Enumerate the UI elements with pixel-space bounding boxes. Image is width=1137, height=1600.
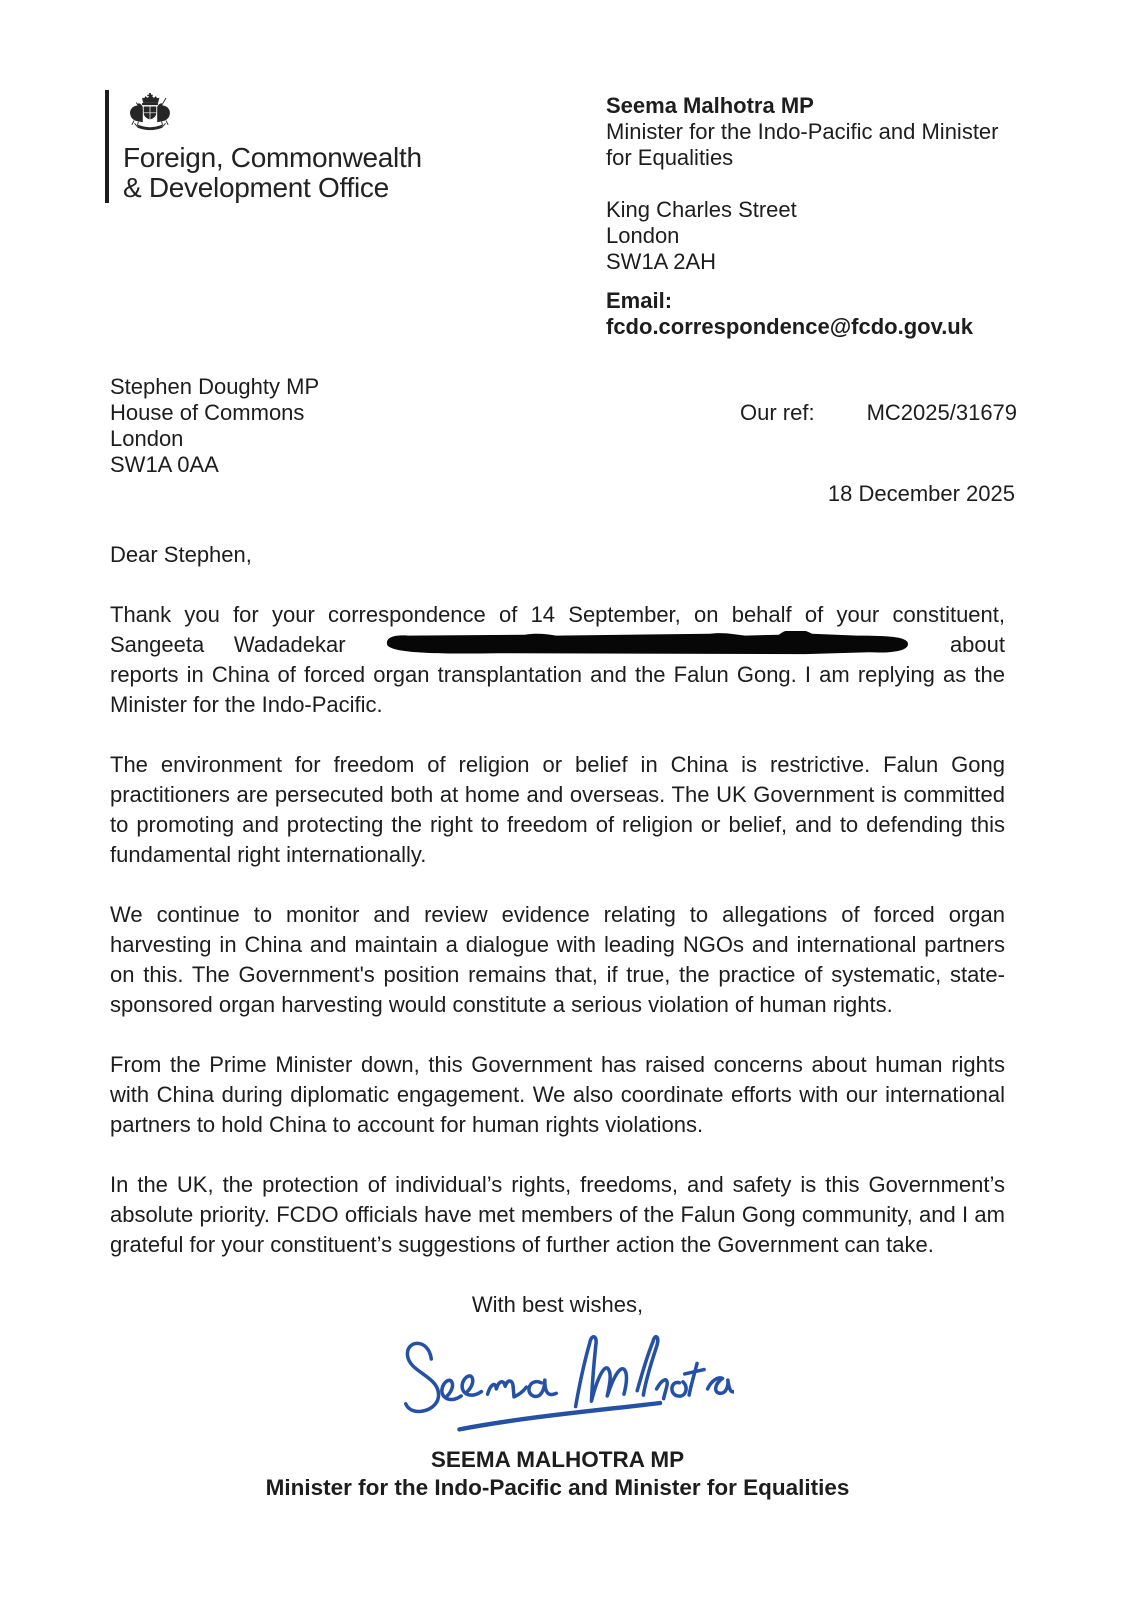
paragraph-3: We continue to monitor and review evidence relating to allegations of forced organ harvesting in China and maintain a dialogue with leading NGOs and international partners on this. The Government's position remains that, if true, the practice of systematic, state-sponsored organ harvesting would constitute a serious violation of human rights. <box>110 902 1005 1017</box>
reference-value: MC2025/31679 <box>866 400 1018 425</box>
fcdo-wordmark-line2: & Development Office <box>123 172 389 203</box>
recipient-line: Stephen Doughty MP <box>110 374 320 399</box>
letter-body <box>110 540 1005 1502</box>
reference-label: Our ref: <box>740 400 815 425</box>
sender-address <box>606 197 1014 275</box>
salutation: Dear Stephen, <box>110 542 252 567</box>
paragraph-2: The environment for freedom of religion or belief in China is restrictive. Falun Gong practitioners are persecuted both at home and overseas. The UK Government is committed to promoting and protecting the right to freedom of religion or belief, and to defending this fundamental right internationally. <box>110 752 1005 867</box>
fcdo-logo <box>105 90 422 203</box>
redaction-bar <box>375 631 920 656</box>
reference-row <box>740 400 1017 426</box>
handwritten-signature <box>382 1322 734 1440</box>
recipient-line: House of Commons <box>110 400 305 425</box>
paragraph-1 <box>110 600 1005 720</box>
recipient-line: London <box>110 426 184 451</box>
sender-address-line: London <box>606 223 680 248</box>
letter-date: 18 December 2025 <box>827 481 1015 506</box>
paragraph-5: In the UK, the protection of individual’s rights, freedoms, and safety is this Government’s absolute priority. FCDO officials have met members of the Falun Gong community, and I am grateful for your constituent’s suggestions of further action the Government can take. <box>110 1172 1005 1257</box>
sender-address-line: SW1A 2AH <box>606 249 717 274</box>
valediction: With best wishes, <box>471 1292 644 1317</box>
email-address: fcdo.correspondence@fcdo.gov.uk <box>606 314 973 339</box>
paragraph-1-text-before: Thank you for your correspondence of 14 September, on behalf of your constituent, Sangeeta Wadadekar <box>110 602 1005 657</box>
royal-coat-of-arms-icon <box>123 92 177 139</box>
signoff-block <box>110 1446 1005 1502</box>
paragraph-1-text-after: about reports in China of forced organ transplantation and the Falun Gong. I am replying as the Minister for the Indo-Pacific. <box>110 632 1005 717</box>
recipient-line: SW1A 0AA <box>110 452 219 477</box>
sender-name: Seema Malhotra MP <box>606 93 814 118</box>
email-label: Email: <box>606 288 673 313</box>
signer-title: Minister for the Indo-Pacific and Minister for Equalities <box>265 1475 850 1500</box>
sender-block <box>606 93 1014 340</box>
fcdo-wordmark-line1: Foreign, Commonwealth <box>123 142 422 173</box>
closing-block <box>110 1290 1005 1502</box>
fcdo-wordmark <box>123 143 422 203</box>
recipient-block <box>110 374 319 478</box>
signer-name: SEEMA MALHOTRA MP <box>430 1447 685 1472</box>
sender-title: Minister for the Indo-Pacific and Minister for Equalities <box>606 119 999 170</box>
sender-address-line: King Charles Street <box>606 197 797 222</box>
paragraph-4: From the Prime Minister down, this Government has raised concerns about human rights with China during diplomatic engagement. We also coordinate efforts with our international partners to hold China to account for human rights violations. <box>110 1052 1005 1137</box>
